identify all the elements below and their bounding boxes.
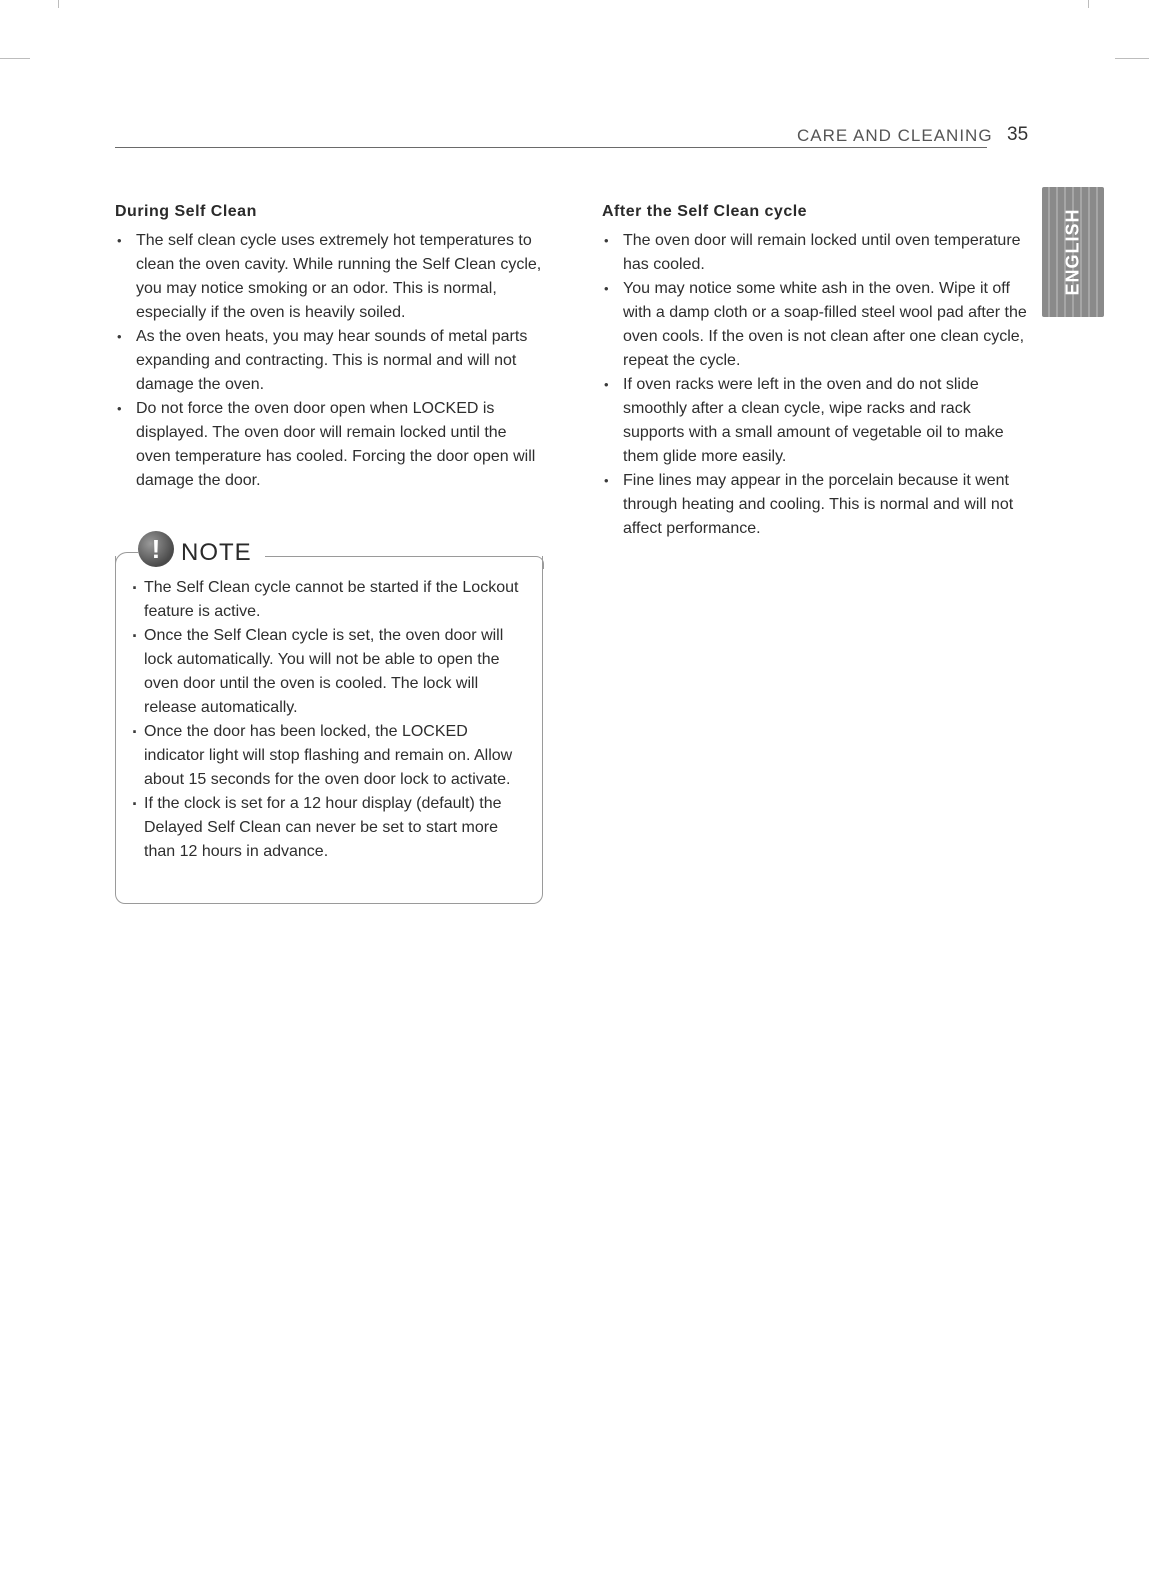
- list-item: · Once the door has been locked, the LOCKED indicator light will stop flashing and remain on. Allow about 15 seconds for the oven door lock to activate.: [131, 720, 531, 792]
- note-label: NOTE: [181, 539, 258, 567]
- crop-mark-top-right-h: [1115, 58, 1149, 59]
- list-item: • If oven racks were left in the oven and do not slide smoothly after a clean cycle, wipe racks and rack supports with a small amount of vegetable oil to make them glide more easily.: [602, 373, 1032, 469]
- crop-mark-top-right-v: [1088, 0, 1089, 8]
- section-title: CARE AND CLEANING: [797, 126, 993, 145]
- note-list: [131, 576, 531, 864]
- list-item: • The oven door will remain locked until oven temperature has cooled.: [602, 229, 1032, 277]
- after-self-clean-heading: After the Self Clean cycle: [602, 203, 808, 220]
- language-tab: [1042, 187, 1104, 317]
- list-item: • Fine lines may appear in the porcelain because it went through heating and cooling. This is normal and will not affect performance.: [602, 469, 1032, 541]
- list-item: • Do not force the oven door open when LOCKED is displayed. The oven door will remain locked until the oven temperature has cooled. Forcing the door open will damage the door.: [115, 397, 545, 493]
- after-self-clean-section: [602, 203, 1032, 541]
- crop-mark-top-left-v: [58, 0, 59, 8]
- during-self-clean-heading: During Self Clean: [115, 203, 257, 220]
- list-item: · Once the Self Clean cycle is set, the oven door will lock automatically. You will not be able to open the oven door until the oven is cooled. The lock will release automatically.: [131, 624, 531, 720]
- during-self-clean-section: [115, 203, 545, 493]
- crop-mark-top-left-h: [0, 58, 30, 59]
- during-self-clean-list: [115, 229, 545, 493]
- note-top-rule: [265, 556, 535, 557]
- note-left-cap: [115, 552, 138, 569]
- list-item: · The Self Clean cycle cannot be started if the Lockout feature is active.: [131, 576, 531, 624]
- warning-icon: !: [138, 531, 174, 567]
- list-item: • The self clean cycle uses extremely hot temperatures to clean the oven cavity. While running the Self Clean cycle, you may notice smoking or an odor. This is normal, especially if the oven is heavily soiled.: [115, 229, 545, 325]
- list-item: · If the clock is set for a 12 hour display (default) the Delayed Self Clean can never be set to start more than 12 hours in advance.: [131, 792, 531, 864]
- language-tab-label: ENGLISH: [1062, 208, 1083, 296]
- page-number: 35: [1007, 124, 1029, 145]
- header-rule: [115, 147, 987, 148]
- after-self-clean-list: [602, 229, 1032, 541]
- list-item: • As the oven heats, you may hear sounds of metal parts expanding and contracting. This is normal and will not damage the oven.: [115, 325, 545, 397]
- list-item: • You may notice some white ash in the oven. Wipe it off with a damp cloth or a soap-filled steel wool pad after the oven cools. If the oven is not clean after one clean cycle, repeat the cycle.: [602, 277, 1032, 373]
- note-content: [131, 576, 531, 864]
